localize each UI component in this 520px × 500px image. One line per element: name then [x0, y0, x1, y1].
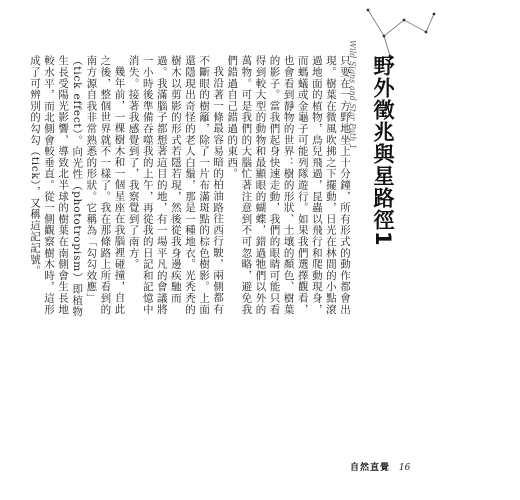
paragraph: 幾年前，一棵樹木和一個星座在我腦裡碰撞，自此之後，整個世界就不一樣了。我在那條路上所看到的南方源自我非常熟悉的形狀。它稱為「勾勾效應」（tick effect）。向光性（phototropism）即植物生長受陽光影響，導致北半球的樹葉在南側會生長地較水平，而北側會較垂直。從一側觀察樹木時，這形成了可辨別的勾勾（tick），又稱這記記號。	[28, 55, 126, 318]
paragraph: 我沿著一條最容易暗的柏油路往西行駛，兩側都有不斷眼的樹籬，除了一片布滿斑點的棕色樹影。上面還隱現出奇怪的老人白鬚，那是一種地衣。光秃秃的樹木以剪影的形式若隱若現，然後從我身邊疾馳而過。我滿腦子都想著這目的地，有一場平凡的會議將一小時後準備吞噬我的上午，再從我的日記和記憶中消失。接著我感覺到了，我察覺到了南方。	[127, 55, 225, 315]
chapter-title: 野外徵兆與星路徑1	[371, 55, 395, 247]
running-footer	[350, 460, 410, 473]
body-text	[28, 55, 352, 320]
paragraph: 只要在一方野地坐上十分鐘，所有形式的動作都會出現。樹葉在微風吹拂之下擺動，日光在林間的小點滾過地面的植物，鳥兒飛過，昆蟲以飛行和爬動現身，而螞蟻或金龜子可能列隊遊行。如果我們選擇觀看，也會看到靜物的世界：樹的形狀、土壤的顏色、樹葉的影子。當我們起身快速走動，我們的眼睛可能只看得到較大型的動物和最顯眼的蝴蝶，錯過牠們以外的萬物。可是我們的大腦忙著注意到不可忽略，避免我們錯過自己錯過的東西。	[226, 55, 351, 315]
footer-book-title: 自然直覺	[350, 463, 391, 473]
chapter-subtitle: Wild Signs and Star Path 1	[348, 40, 357, 150]
page-number: 16	[398, 463, 411, 473]
star-path-icon	[360, 2, 440, 62]
